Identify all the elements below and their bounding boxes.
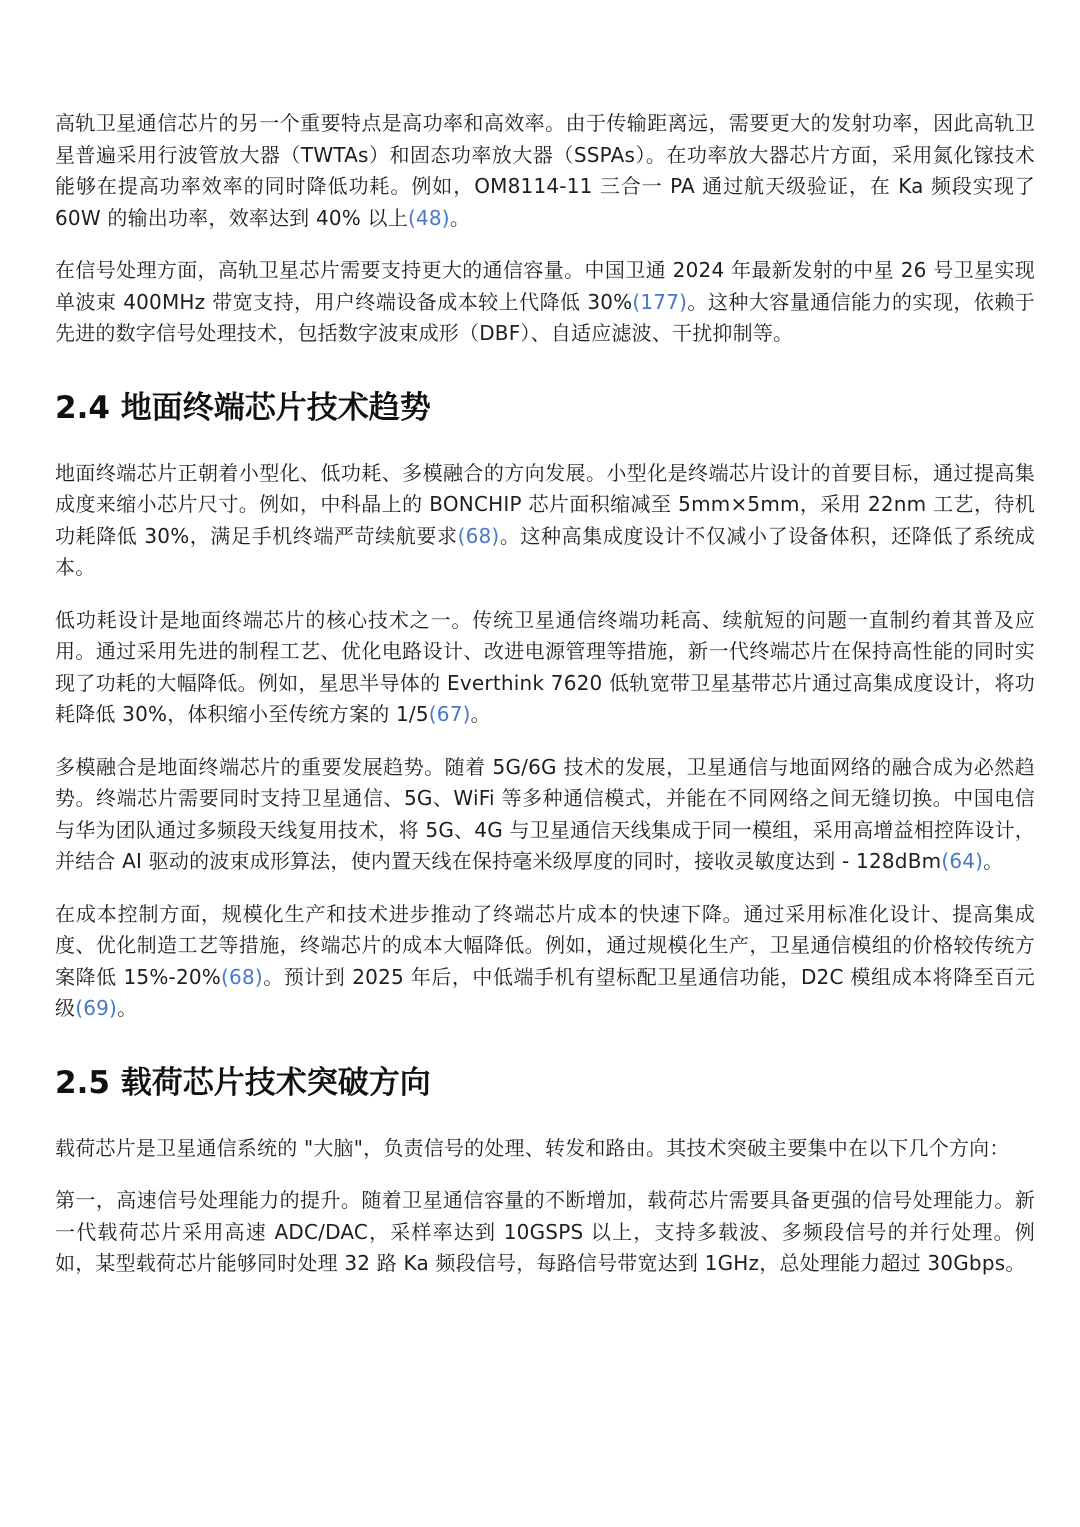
- document-page: [55, 108, 1035, 1301]
- paragraph-text: 第一，高速信号处理能力的提升。随着卫星通信容量的不断增加，载荷芯片需要具备更强的信号处理能力。新一代载荷芯片采用高速 ADC/DAC，采样率达到 10GSPS 以上，支持多载波、多频段信号的并行处理。例如，某型载荷芯片能够同时处理 32 路 Ka 频段信号，每路信号带宽达到 1GHz，总处理能力超过 30Gbps。: [55, 1188, 1035, 1275]
- paragraph-text: 地面终端芯片正朝着小型化、低功耗、多模融合的方向发展。小型化是终端芯片设计的首要目标，通过提高集成度来缩小芯片尺寸。例如，中科晶上的 BONCHIP 芯片面积缩减至 5mm×5mm，采用 22nm 工艺，待机功耗降低 30%，满足手机终端严苛续航要求: [55, 460, 1035, 548]
- paragraph-tail: 。这种大容量通信能力的实现，依赖于先进的数字信号处理技术，包括数字波束成形（DBF）、自适应滤波、干扰抑制等。: [55, 289, 1036, 345]
- citation-link[interactable]: (48): [407, 205, 450, 230]
- citation-link[interactable]: (68): [221, 964, 263, 989]
- paragraph-high-orbit-signal: [55, 255, 1035, 350]
- citation-link[interactable]: (64): [941, 849, 984, 873]
- paragraph-terminal-cost: [55, 899, 1035, 1025]
- section-heading-2-5: 2.5 载荷芯片技术突破方向: [55, 1064, 431, 1101]
- paragraph-tail: 。这种高集成度设计不仅减小了设备体积，还降低了系统成本。: [55, 523, 1035, 579]
- citation-link[interactable]: (67): [428, 702, 471, 726]
- paragraph-tail: 。: [983, 849, 1004, 873]
- citation-link[interactable]: (177): [632, 289, 688, 314]
- paragraph-tail: 。: [117, 996, 138, 1020]
- paragraph-terminal-miniaturization: [55, 458, 1035, 584]
- paragraph-text: 在成本控制方面，规模化生产和技术进步推动了终端芯片成本的快速下降。通过采用标准化设计、提高集成度、优化制造工艺等措施，终端芯片的成本大幅降低。例如，通过规模化生产，卫星通信模组的价格较传统方案降低 15%-20%: [55, 901, 1035, 989]
- section-heading-2-4: 2.4 地面终端芯片技术趋势: [55, 389, 431, 426]
- paragraph-payload-intro: [55, 1133, 1035, 1165]
- citation-link[interactable]: (68): [457, 523, 500, 548]
- paragraph-tail: 。: [470, 702, 491, 726]
- paragraph-text: 多模融合是地面终端芯片的重要发展趋势。随着 5G/6G 技术的发展，卫星通信与地面网络的融合成为必然趋势。终端芯片需要同时支持卫星通信、5G、WiFi 等多种通信模式，并能在不同网络之间无缝切换。中国电信与华为团队通过多频段天线复用技术，将 5G、4G 与卫星通信天线集成于同一模组，采用高增益相控阵设计，并结合 AI 驱动的波束成形算法，使内置天线在保持毫米级厚度的同时，接收灵敏度达到 - 128dBm: [55, 754, 1035, 873]
- paragraph-text: 载荷芯片是卫星通信系统的 "大脑"，负责信号的处理、转发和路由。其技术突破主要集中在以下几个方向：: [55, 1135, 1010, 1160]
- paragraph-text: 高轨卫星通信芯片的另一个重要特点是高功率和高效率。由于传输距离远，需要更大的发射功率，因此高轨卫星普遍采用行波管放大器（TWTAs）和固态功率放大器（SSPAs）。在功率放大器芯片方面，采用氮化镓技术能够在提高功率效率的同时降低功耗。例如，OM8114-11 三合一 PA 通过航天级验证，在 Ka 频段实现了 60W 的输出功率，效率达到 40% 以上: [55, 111, 1035, 230]
- paragraph-tail: 。预计到 2025 年后，中低端手机有望标配卫星通信功能，D2C 模组成本将降至百元级: [55, 964, 1035, 1020]
- paragraph-high-orbit-power: [55, 108, 1035, 234]
- paragraph-text: 在信号处理方面，高轨卫星芯片需要支持更大的通信容量。中国卫通 2024 年最新发射的中星 26 号卫星实现单波束 400MHz 带宽支持，用户终端设备成本较上代降低 30%: [55, 258, 1035, 314]
- paragraph-text: 低功耗设计是地面终端芯片的核心技术之一。传统卫星通信终端功耗高、续航短的问题一直制约着其普及应用。通过采用先进的制程工艺、优化电路设计、改进电源管理等措施，新一代终端芯片在保持高性能的同时实现了功耗的大幅降低。例如，星思半导体的 Everthink 7620 低轨宽带卫星基带芯片通过高集成度设计，将功耗降低 30%，体积缩小至传统方案的 1/5: [55, 607, 1035, 726]
- paragraph-terminal-low-power: [55, 605, 1035, 731]
- paragraph-tail: 。: [449, 205, 471, 230]
- paragraph-payload-signal-processing: [55, 1185, 1035, 1280]
- paragraph-terminal-multimode: [55, 752, 1035, 878]
- citation-link[interactable]: (69): [75, 996, 118, 1020]
